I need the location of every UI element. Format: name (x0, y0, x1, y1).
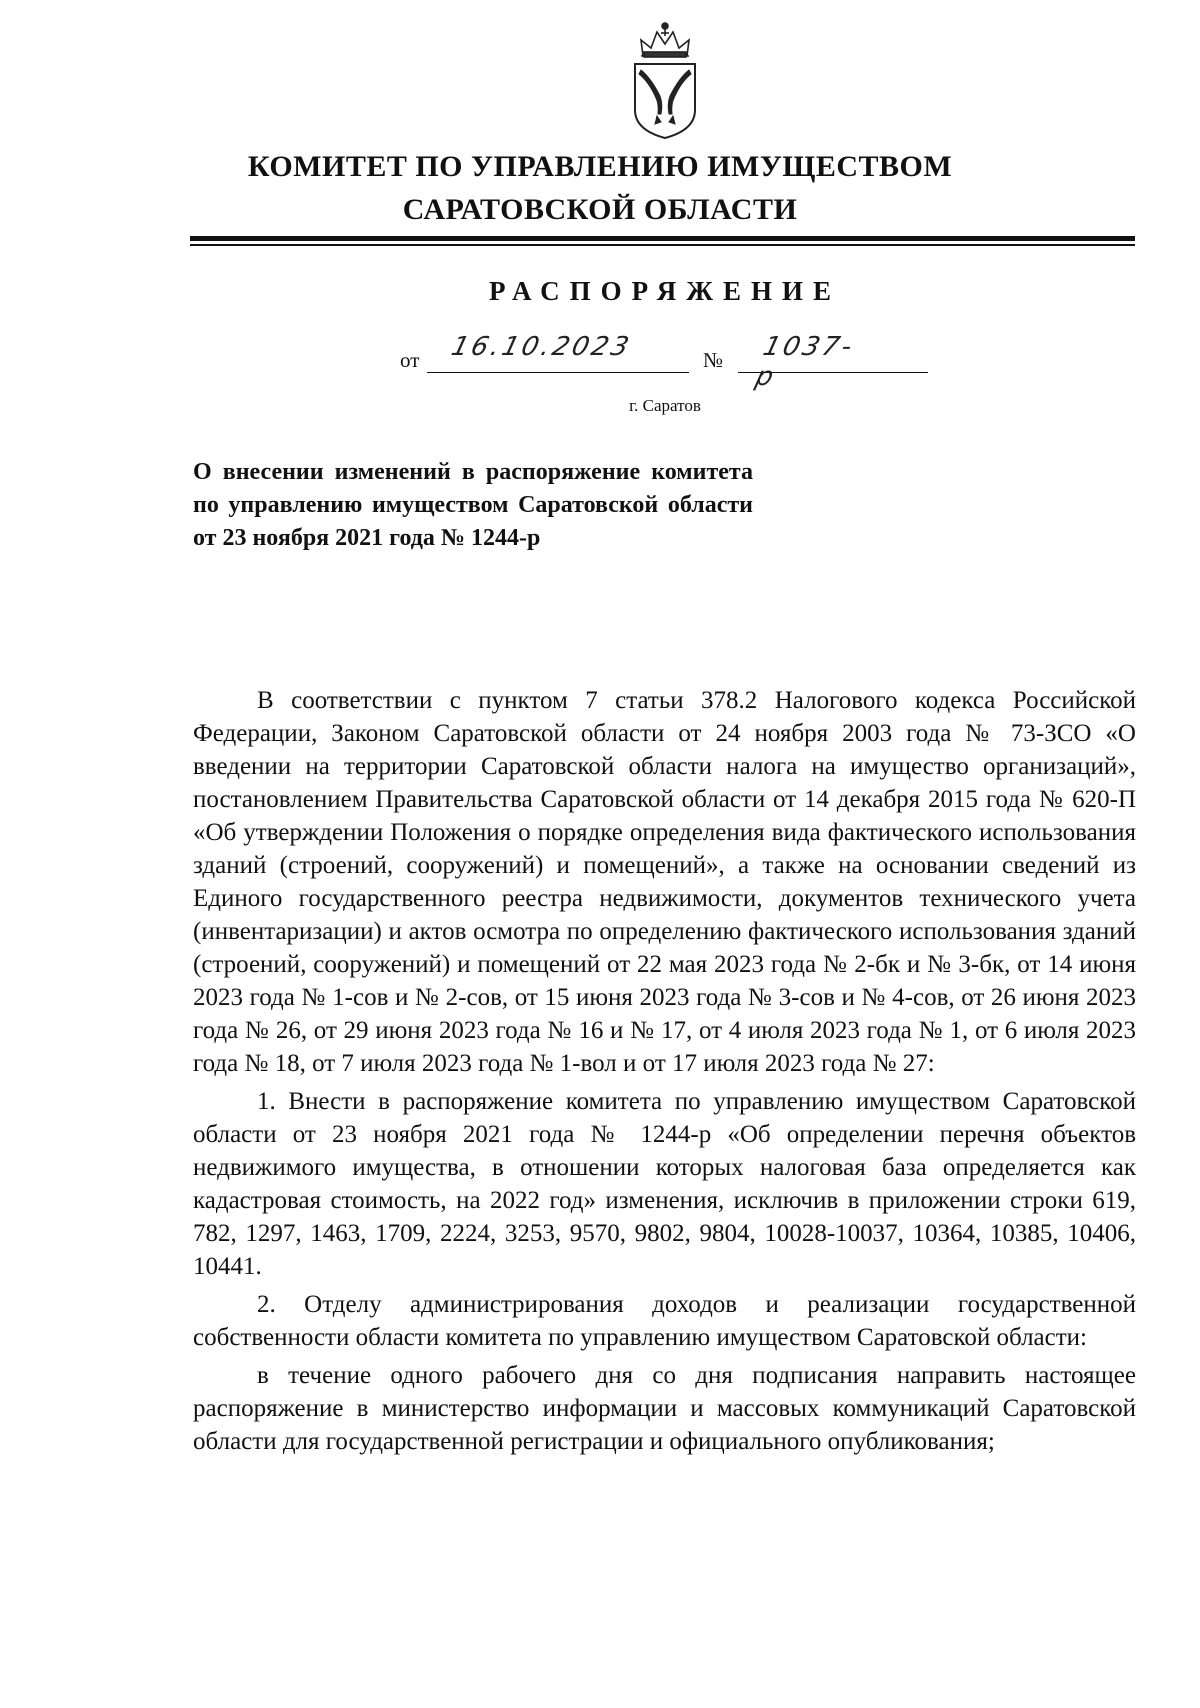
body-paragraph-preamble: В соответствии с пунктом 7 статьи 378.2 Налогового кодекса Российской Федерации, Законом Саратовской области от 24 ноября 2003 года № 73-ЗСО «О введении на территории Саратовской области налога на имущество организаций», постановлением Правительства Саратовской области от 14 декабря 2015 года № 620-П «Об утверждении Положения о порядке определения вида фактического использования зданий (строений, сооружений) и помещений», а также на основании сведений из Единого государственного реестра недвижимости, документов технического учета (инвентаризации) и актов осмотра по определению фактического использования зданий (строений, сооружений) и помещений от 22 мая 2023 года № 2-бк и № 3-бк, от 14 июня 2023 года № 1-сов и № 2-сов, от 15 июня 2023 года № 3-сов и № 4-сов, от 26 июня 2023 года № 26, от 29 июня 2023 года № 16 и № 17, от 4 июля 2023 года № 1, от 6 июля 2023 года № 18, от 7 июля 2023 года № 1-вол и от 17 июля 2023 года № 27: (193, 687, 1136, 1077)
body-paragraph-item-2: 2. Отделу администрирования доходов и реализации государственной собственности области комитета по управлению имуществом Саратовской области: (193, 1291, 1136, 1351)
date-label: от (400, 348, 420, 372)
document-subject: О внесении изменений в распоряжение комитета по управлению имуществом Саратовской области от 23 ноября 2021 года № 1244-р (193, 459, 753, 551)
handwritten-number: 1037-р (752, 332, 859, 392)
document-type-title: РАСПОРЯЖЕНИЕ (488, 276, 842, 306)
header-divider-thin (190, 244, 1135, 246)
coat-of-arms-icon (627, 18, 703, 140)
header-divider-thick (190, 236, 1135, 241)
organization-name-line1: КОМИТЕТ ПО УПРАВЛЕНИЮ ИМУЩЕСТВОМ (247, 150, 953, 183)
body-paragraph-item-1: 1. Внести в распоряжение комитета по управлению имуществом Саратовской области от 23 ноября 2021 года № 1244-р «Об определении перечня объектов недвижимого имущества, в отношении которых налоговая база определяется как кадастровая стоимость, на 2022 год» изменения, исключив в приложении строки 619, 782, 1297, 1463, 1709, 2224, 3253, 9570, 9802, 9804, 10028-10037, 10364, 10385, 10406, 10441. (193, 1088, 1136, 1280)
handwritten-date: 16.10.2023 (448, 332, 635, 362)
organization-name-line2: САРАТОВСКОЙ ОБЛАСТИ (402, 193, 798, 226)
body-paragraph-item-2-sub: в течение одного рабочего дня со дня подписания направить настоящее распоряжение в министерство информации и массовых коммуникаций Саратовской области для государственной регистрации и официального опубликования; (193, 1362, 1136, 1455)
document-body (193, 684, 1136, 1458)
date-underline (427, 372, 689, 373)
number-label: № (703, 348, 724, 372)
city-label: г. Саратов (629, 396, 701, 415)
